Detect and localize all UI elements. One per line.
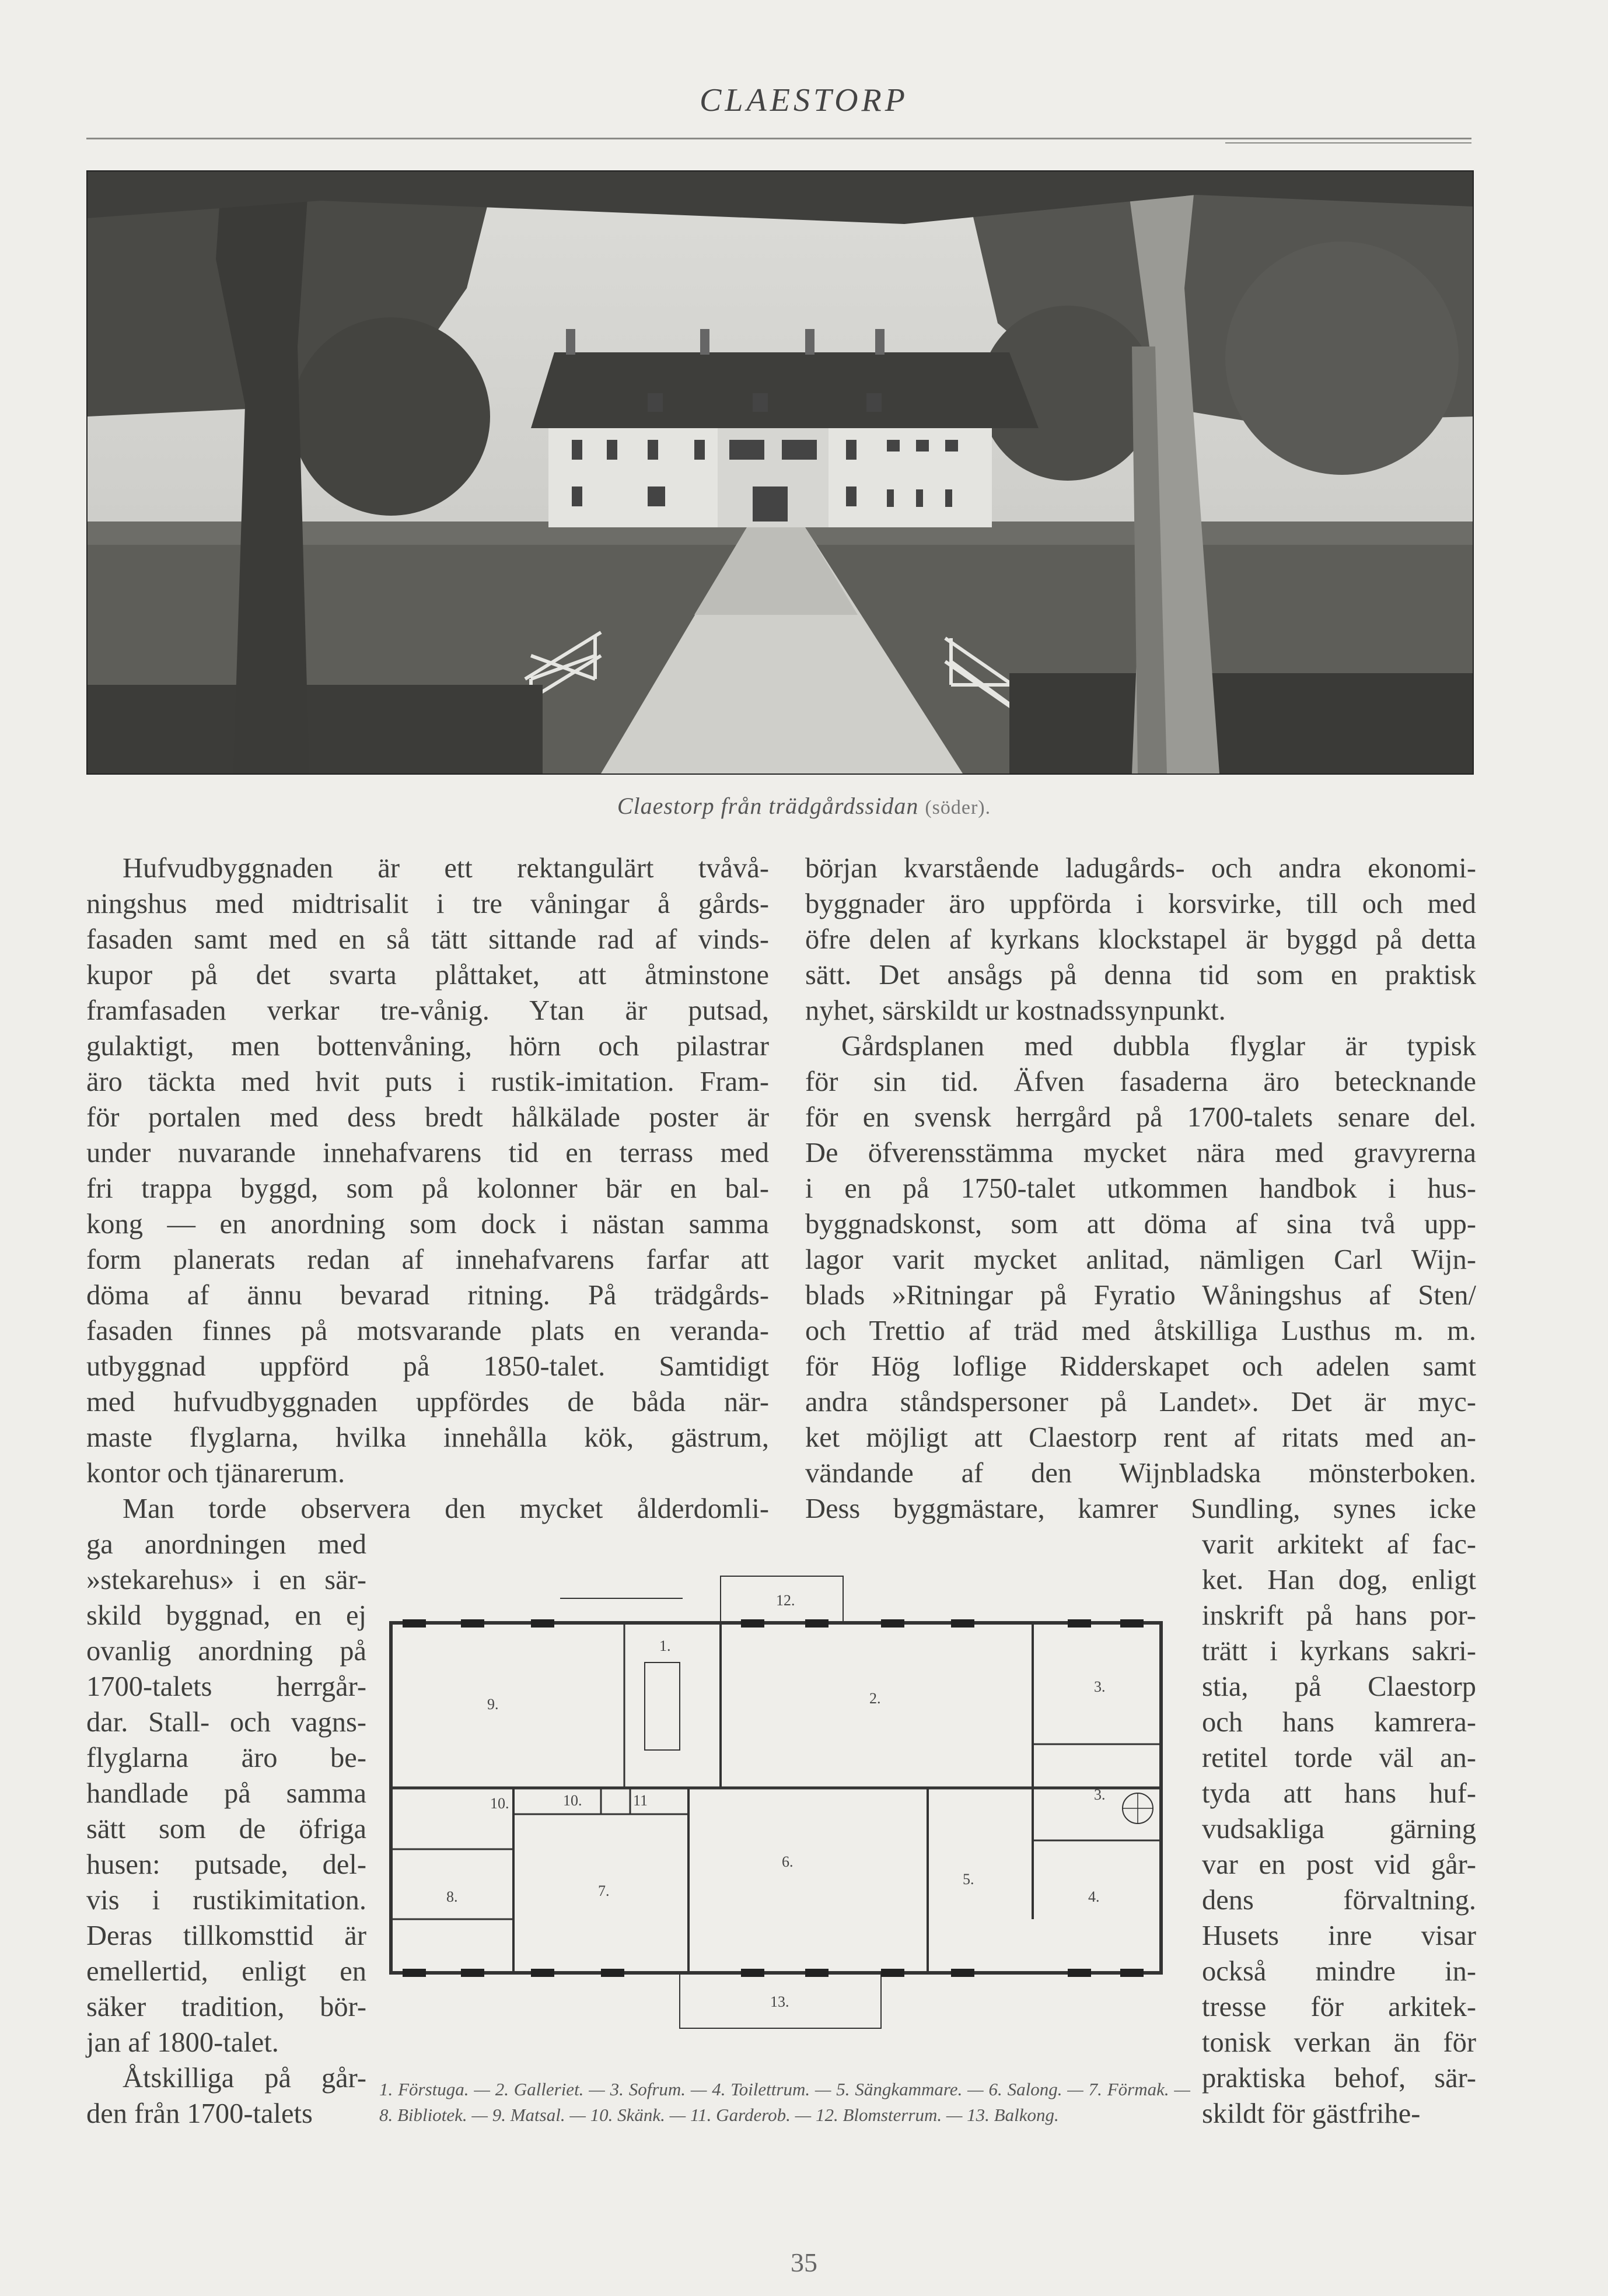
text-line: dar. Stall- och vagns- (86, 1707, 366, 1738)
text-line: fri trappa byggd, som på kolonner bär en bal- (86, 1173, 769, 1204)
text-line: tonisk verkan än för (1202, 2027, 1476, 2058)
running-title: CLAESTORP (700, 82, 908, 118)
room-label: 13. (770, 1993, 789, 2010)
text-line: Husets inre visar (1202, 1920, 1476, 1951)
text-line: stia, på Claestorp (1202, 1671, 1476, 1702)
room-label: 2. (869, 1690, 881, 1707)
text-line: med hufvudbyggnaden uppfördes de båda när- (86, 1387, 769, 1418)
room-label: 6. (782, 1853, 793, 1870)
text-line: praktiska behof, sär- (1202, 2063, 1476, 2094)
text-line: för Hög loflige Ridderskapet och adelen samt (805, 1351, 1476, 1382)
text-line: form planerats redan af innehafvarens farfar att (86, 1244, 769, 1275)
text-line: flyglarna äro be- (86, 1742, 366, 1773)
room-label: 3. (1094, 1678, 1106, 1695)
header-rule-thin (1225, 142, 1471, 144)
text-line: husen: putsade, del- (86, 1849, 366, 1880)
text-line: lagor varit mycket anlitad, nämligen Carl Wijn- (805, 1244, 1476, 1275)
floor-plan (379, 1569, 1214, 2048)
room-label: 4. (1088, 1888, 1100, 1905)
text-line: ningshus med midtrisalit i tre våningar å gårds- (86, 888, 769, 919)
text-line: också mindre in- (1202, 1956, 1476, 1987)
text-line: andra ståndspersoner på Landet». Det är myc- (805, 1387, 1476, 1418)
text-line: vis i rustikimitation. (86, 1885, 366, 1916)
text-line: sätt. Det ansågs på denna tid som en praktisk (805, 960, 1476, 991)
page-number: 35 (791, 2248, 817, 2277)
right-narrow-text (1202, 1527, 1476, 2132)
text-line: för en svensk herrgård på 1700-talets senare del. (805, 1102, 1476, 1133)
text-line: ket. Han dog, enligt (1202, 1564, 1476, 1595)
text-line: döma af ännu bevarad ritning. På trädgårds- (86, 1280, 769, 1311)
text-line: utbyggnad uppförd på 1850-talet. Samtidigt (86, 1351, 769, 1382)
text-line: trätt i kyrkans sakri- (1202, 1636, 1476, 1667)
text-line: fasaden samt med en så tätt sittande rad af vinds- (86, 924, 769, 955)
room-label: 10. (490, 1795, 509, 1812)
photo-caption (0, 792, 1608, 820)
text-line: sätt som de öfriga (86, 1814, 366, 1845)
text-line: varit arkitekt af fac- (1202, 1529, 1476, 1560)
text-line: ga anordningen med (86, 1529, 366, 1560)
text-line: Åtskilliga på går- (123, 2063, 366, 2094)
text-line: dens förvaltning. (1202, 1885, 1476, 1916)
text-line: 1700-talets herrgår- (86, 1671, 366, 1702)
floor-plan-legend: 1. Förstuga. — 2. Galleriet. — 3. Sofrum. — 4. Toilettrum. — 5. Sängkammare. — 6. Salong. — 7. Förmak. — 8. Bibliotek. — 9. Matsal. — 10. Skänk. — 11. Garderob. — 12. Blomsterrum. — 13. Balkong. (379, 2079, 1190, 2125)
right-column-text (805, 850, 1476, 1527)
text-line: kupor på det svarta plåttaket, att åtminstone (86, 960, 769, 991)
text-line: jan af 1800-talet. (86, 2027, 279, 2058)
caption-sub: (söder). (925, 797, 991, 818)
text-line: Dess byggmästare, kamrer Sundling, synes icke (805, 1493, 1476, 1524)
text-line: fasaden finnes på motsvarande plats en veranda- (86, 1315, 769, 1346)
text-line: vändande af den Wijnbladska mönsterboken. (805, 1458, 1476, 1489)
text-line: gulaktigt, men bottenvåning, hörn och pilastrar (86, 1031, 769, 1062)
left-column-text (86, 850, 769, 1527)
text-line: öfre delen af kyrkans klockstapel är byggd på detta (805, 924, 1476, 955)
text-line: skildt för gästfrihe- (1202, 2098, 1421, 2129)
text-line: Deras tillkomsttid är (86, 1920, 366, 1951)
text-line: vudsakliga gärning (1202, 1814, 1476, 1845)
text-line: i en på 1750-talet utkommen handbok i hus- (805, 1173, 1476, 1204)
text-line: emellertid, enligt en (86, 1956, 366, 1987)
text-line: för sin tid. Äfven fasaderna äro betecknande (805, 1066, 1476, 1097)
text-line: retitel torde väl an- (1202, 1742, 1476, 1773)
room-label: 1. (659, 1637, 671, 1654)
header-rule (86, 138, 1471, 139)
text-line: Hufvudbyggnaden är ett rektangulärt tvåvå- (123, 853, 769, 884)
text-line: ket möjligt att Claestorp rent af ritats med an- (805, 1422, 1476, 1453)
left-narrow-text (86, 1527, 366, 2132)
text-line: och Trettio af träd med åtskilliga Lusthus m. m. (805, 1315, 1476, 1346)
room-label: 11 (633, 1792, 648, 1809)
text-line: maste flyglarna, hvilka innehålla kök, gästrum, (86, 1422, 769, 1453)
text-line: skild byggnad, en ej (86, 1600, 366, 1631)
estate-photograph (86, 170, 1474, 775)
text-line: kontor och tjänarerum. (86, 1458, 345, 1489)
text-line: kong — en anordning som dock i nästan samma (86, 1209, 769, 1240)
text-line: under nuvarande innehafvarens tid en terrass med (86, 1138, 769, 1168)
text-line: tyda att hans huf- (1202, 1778, 1476, 1809)
text-line: byggnader äro uppförda i korsvirke, till och med (805, 888, 1476, 919)
text-line: början kvarstående ladugårds- och andra ekonomi- (805, 853, 1476, 884)
text-line: byggnadskonst, som att döma af sina två upp- (805, 1209, 1476, 1240)
text-line: nyhet, särskildt ur kostnadssynpunkt. (805, 995, 1226, 1026)
text-line: Gårdsplanen med dubbla flyglar är typisk (841, 1031, 1476, 1062)
text-line: »stekarehus» i en sär- (86, 1564, 366, 1595)
text-line: den från 1700-talets (86, 2098, 313, 2129)
room-label: 10. (563, 1792, 582, 1809)
room-label: 3. (1094, 1786, 1106, 1803)
text-line: säker tradition, bör- (86, 1992, 366, 2022)
text-line: ovanlig anordning på (86, 1636, 366, 1667)
room-label: 9. (487, 1696, 499, 1713)
caption-main: Claestorp från trädgårdssidan (617, 793, 919, 819)
room-label: 12. (776, 1592, 795, 1609)
text-line: blads »Ritningar på Fyratio Wåningshus af Sten/ (805, 1280, 1476, 1311)
text-line: och hans kamrera- (1202, 1707, 1476, 1738)
room-label: 8. (446, 1888, 458, 1905)
room-label: 5. (963, 1871, 974, 1888)
text-line: handlade på samma (86, 1778, 366, 1809)
text-line: var en post vid går- (1202, 1849, 1476, 1880)
text-line: tresse för arkitek- (1202, 1992, 1476, 2022)
room-label: 7. (598, 1882, 610, 1899)
text-line: De öfverensstämma mycket nära med gravyrerna (805, 1138, 1476, 1168)
text-line: för portalen med dess bredt hålkälade poster är (86, 1102, 769, 1133)
text-line: inskrift på hans por- (1202, 1600, 1476, 1631)
text-line: äro täckta med hvit puts i rustik-imitation. Fram- (86, 1066, 769, 1097)
text-line: framfasaden verkar tre-vånig. Ytan är putsad, (86, 995, 769, 1026)
text-line: Man torde observera den mycket ålderdomli- (123, 1493, 769, 1524)
